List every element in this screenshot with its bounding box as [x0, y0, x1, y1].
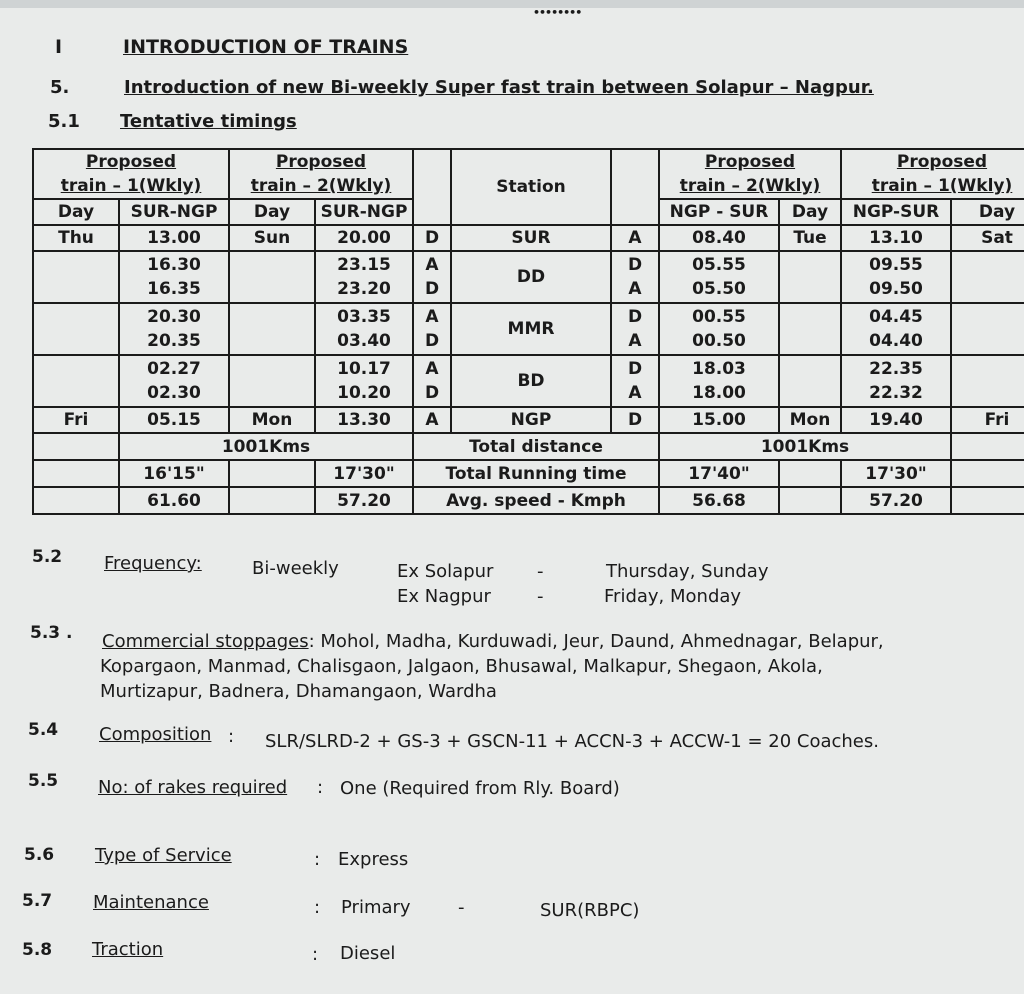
cell-time: 03.35 03.40: [315, 303, 413, 355]
sub-day: Day: [229, 199, 315, 225]
cell-day: [951, 251, 1024, 303]
section-5-8-number: 5.8: [22, 940, 53, 960]
traction-value: Diesel: [340, 943, 396, 964]
avg-speed-row: [33, 487, 1024, 514]
roman-numeral: I: [55, 36, 63, 58]
cell-arr-dep: D A: [611, 355, 659, 407]
hdr-proposed-train-2-right: Proposed train – 2(Wkly): [659, 149, 841, 199]
blank-cell: [33, 487, 119, 514]
cell-day: [951, 303, 1024, 355]
sub-sur-ngp: SUR-NGP: [315, 199, 413, 225]
cell-day: Thu: [33, 225, 119, 251]
cell-arr-dep: A: [413, 407, 451, 433]
sub-sur-ngp: SUR-NGP: [119, 199, 229, 225]
days-from-solapur: Thursday, Sunday: [606, 561, 769, 582]
avg-speed-4: 57.20: [841, 487, 951, 514]
frequency-value: Bi-weekly: [252, 558, 339, 579]
ex-solapur: Ex Solapur: [397, 561, 494, 582]
hdr-proposed-train-1-left: Proposed train – 1(Wkly): [33, 149, 229, 199]
cell-day: Sun: [229, 225, 315, 251]
days-from-nagpur: Friday, Monday: [604, 586, 742, 607]
cell-time: 13.10: [841, 225, 951, 251]
cell-station: NGP: [451, 407, 611, 433]
section-5-7-number: 5.7: [22, 891, 53, 911]
hdr-blank-left: [413, 149, 451, 225]
hdr-proposed-train-2-left: Proposed train – 2(Wkly): [229, 149, 413, 199]
doc-title: INTRODUCTION OF TRAINS: [123, 36, 409, 58]
stoppages-text: Mohol, Madha, Kurduwadi, Jeur, Daund, Ahmednagar, Belapur,: [320, 631, 884, 652]
hdr-blank-right: [611, 149, 659, 225]
distance-right: 1001Kms: [659, 433, 951, 460]
colon: :: [314, 897, 321, 918]
cell-time: 02.27 02.30: [119, 355, 229, 407]
blank-cell: [951, 433, 1024, 460]
rakes-value: One (Required from Rly. Board): [340, 778, 620, 799]
dash: -: [537, 586, 544, 607]
avg-speed-label: Avg. speed - Kmph: [413, 487, 659, 514]
cell-time: 18.03 18.00: [659, 355, 779, 407]
cell-day: [229, 303, 315, 355]
section-5-6-number: 5.6: [24, 845, 55, 865]
table-row: [33, 355, 1024, 407]
avg-speed-1: 61.60: [119, 487, 229, 514]
stoppages-label: Commercial stoppages: [102, 631, 309, 652]
table-row: [33, 251, 1024, 303]
browser-top-strip: [0, 0, 1024, 8]
cell-day: Tue: [779, 225, 841, 251]
cell-time: 04.45 04.40: [841, 303, 951, 355]
traction-label: Traction: [92, 939, 164, 960]
cell-day: [779, 251, 841, 303]
cell-station: MMR: [451, 303, 611, 355]
cell-station: SUR: [451, 225, 611, 251]
cell-time: 22.35 22.32: [841, 355, 951, 407]
header-row: [33, 149, 1024, 199]
colon: :: [314, 849, 321, 870]
cell-station: BD: [451, 355, 611, 407]
cell-time: 20.30 20.35: [119, 303, 229, 355]
table-row: [33, 303, 1024, 355]
cell-day: [33, 303, 119, 355]
cell-time: 00.55 00.50: [659, 303, 779, 355]
rakes-label: No: of rakes required: [98, 777, 288, 798]
dash: -: [537, 561, 544, 582]
cell-arr-dep: A: [611, 225, 659, 251]
colon: :: [228, 726, 235, 747]
section-5-3-number: 5.3 .: [30, 623, 73, 643]
top-mark: ••••••••: [533, 6, 582, 19]
cell-time: 20.00: [315, 225, 413, 251]
running-time-3: 17'40": [659, 460, 779, 487]
sub-day: Day: [951, 199, 1024, 225]
distance-left: 1001Kms: [119, 433, 413, 460]
colon: :: [312, 944, 319, 965]
sub-day: Day: [33, 199, 119, 225]
sub-ngp-sur: NGP-SUR: [841, 199, 951, 225]
service-type-label: Type of Service: [95, 845, 232, 866]
stoppages-line-3: Murtizapur, Badnera, Dhamangaon, Wardha: [100, 681, 497, 702]
sub-ngp-sur: NGP - SUR: [659, 199, 779, 225]
table-row: [33, 407, 1024, 433]
blank-cell: [33, 433, 119, 460]
running-time-1: 16'15": [119, 460, 229, 487]
cell-arr-dep: A D: [413, 251, 451, 303]
cell-time: 13.00: [119, 225, 229, 251]
cell-time: 09.55 09.50: [841, 251, 951, 303]
stoppages-line-1: Commercial stoppages: Mohol, Madha, Kurduwadi, Jeur, Daund, Ahmednagar, Belapur,: [102, 631, 884, 652]
cell-time: 10.17 10.20: [315, 355, 413, 407]
frequency-label: Frequency:: [104, 553, 202, 574]
section-5-4-number: 5.4: [28, 720, 59, 740]
cell-time: 19.40: [841, 407, 951, 433]
hdr-station: Station: [451, 149, 611, 225]
cell-day: [951, 355, 1024, 407]
blank-cell: [779, 487, 841, 514]
composition-value: SLR/SLRD-2 + GS-3 + GSCN-11 + ACCN-3 + ACCW-1 = 20 Coaches.: [265, 731, 879, 752]
sub-number: 5.: [50, 77, 70, 98]
total-distance-row: [33, 433, 1024, 460]
cell-day: Mon: [779, 407, 841, 433]
composition-label: Composition: [99, 724, 212, 745]
section-5-5-number: 5.5: [28, 771, 59, 791]
maintenance-value: Primary: [341, 897, 411, 918]
cell-day: [229, 355, 315, 407]
cell-day: [779, 355, 841, 407]
blank-cell: [229, 460, 315, 487]
cell-arr-dep: D: [611, 407, 659, 433]
cell-time: 05.15: [119, 407, 229, 433]
section-5-2-number: 5.2: [32, 547, 63, 567]
cell-time: 13.30: [315, 407, 413, 433]
cell-time: 05.55 05.50: [659, 251, 779, 303]
colon: :: [317, 777, 324, 798]
cell-day: Fri: [33, 407, 119, 433]
timing-table: [32, 148, 1024, 515]
cell-time: 08.40: [659, 225, 779, 251]
running-time-label: Total Running time: [413, 460, 659, 487]
blank-cell: [33, 460, 119, 487]
service-type-value: Express: [338, 849, 409, 870]
avg-speed-2: 57.20: [315, 487, 413, 514]
cell-arr-dep: A D: [413, 355, 451, 407]
cell-arr-dep: D A: [611, 251, 659, 303]
blank-cell: [229, 487, 315, 514]
cell-day: [779, 303, 841, 355]
cell-day: [33, 355, 119, 407]
cell-day: [33, 251, 119, 303]
sub-title: Introduction of new Bi-weekly Super fast train between Solapur – Nagpur.: [124, 77, 874, 98]
stoppages-line-2: Kopargaon, Manmad, Chalisgaon, Jalgaon, Bhusawal, Malkapur, Shegaon, Akola,: [100, 656, 823, 677]
hdr-proposed-train-1-right: Proposed train – 1(Wkly): [841, 149, 1024, 199]
blank-cell: [951, 460, 1024, 487]
cell-day: Mon: [229, 407, 315, 433]
cell-time: 23.15 23.20: [315, 251, 413, 303]
cell-arr-dep: A D: [413, 303, 451, 355]
cell-time: 15.00: [659, 407, 779, 433]
table-row: [33, 225, 1024, 251]
maintenance-depot: SUR(RBPC): [540, 900, 640, 921]
ex-nagpur: Ex Nagpur: [397, 586, 491, 607]
distance-label: Total distance: [413, 433, 659, 460]
blank-cell: [779, 460, 841, 487]
cell-station: DD: [451, 251, 611, 303]
cell-arr-dep: D A: [611, 303, 659, 355]
cell-day: Sat: [951, 225, 1024, 251]
cell-arr-dep: D: [413, 225, 451, 251]
dash: -: [458, 897, 465, 918]
running-time-row: [33, 460, 1024, 487]
maintenance-label: Maintenance: [93, 892, 209, 913]
blank-cell: [951, 487, 1024, 514]
section-5-1-title: Tentative timings: [120, 111, 297, 132]
running-time-4: 17'30": [841, 460, 951, 487]
section-5-1-number: 5.1: [48, 111, 80, 132]
avg-speed-3: 56.68: [659, 487, 779, 514]
cell-day: Fri: [951, 407, 1024, 433]
cell-time: 16.30 16.35: [119, 251, 229, 303]
cell-day: [229, 251, 315, 303]
running-time-2: 17'30": [315, 460, 413, 487]
sub-day: Day: [779, 199, 841, 225]
